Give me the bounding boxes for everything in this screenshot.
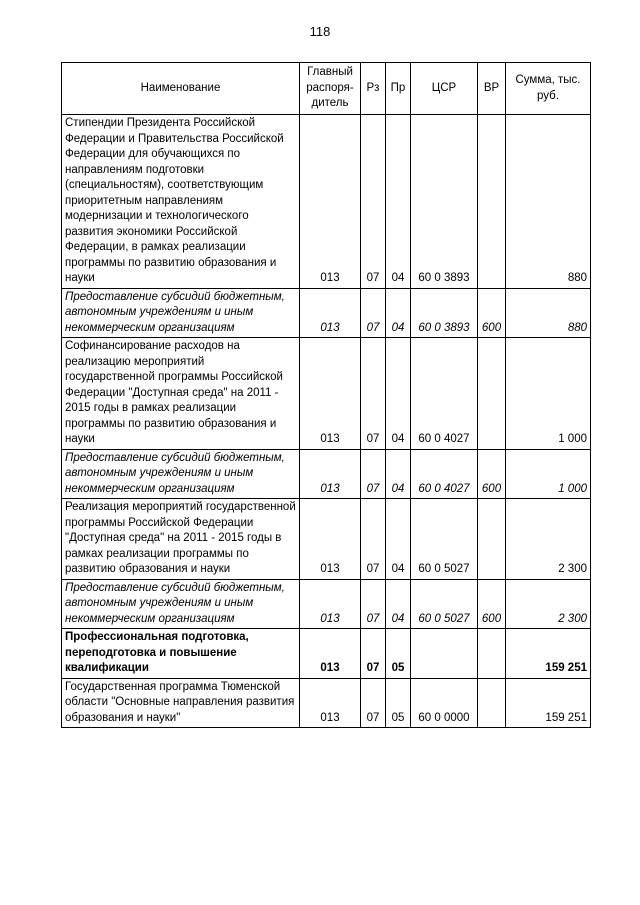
cell-csr: 60 0 0000 [411,678,478,728]
cell-name: Стипендии Президента Российской Федерации и Правительства Российской Федерации для обучающихся по направлениям подготовки (специальностям), соответствующим приоритетным направлениям модернизации и технологического развития экономики Российской Федерации, в рамках реализации программы по развитию образования и науки [62,115,300,289]
cell-csr: 60 0 5027 [411,499,478,580]
cell-glav: 013 [300,629,361,679]
table-row [62,579,591,629]
header-row [62,63,591,115]
header-sum: Сумма, тыс. руб. [506,63,591,115]
cell-pr: 04 [386,288,411,338]
table-row [62,288,591,338]
cell-csr: 60 0 3893 [411,115,478,289]
cell-sum: 2 300 [506,499,591,580]
header-name: Наименование [62,63,300,115]
table-row [62,449,591,499]
cell-rz: 07 [361,449,386,499]
cell-glav: 013 [300,338,361,450]
cell-name: Профессиональная подготовка, переподготовка и повышение квалификации [62,629,300,679]
page-number: 118 [309,24,331,39]
cell-glav: 013 [300,678,361,728]
cell-vr [478,629,506,679]
cell-sum: 880 [506,288,591,338]
cell-pr: 05 [386,678,411,728]
cell-glav: 013 [300,288,361,338]
cell-sum: 2 300 [506,579,591,629]
cell-vr [478,115,506,289]
cell-pr: 04 [386,115,411,289]
cell-rz: 07 [361,579,386,629]
cell-name: Предоставление субсидий бюджетным, автономным учреждениям и иным некоммерческим организациям [62,449,300,499]
cell-rz: 07 [361,678,386,728]
cell-vr: 600 [478,449,506,499]
cell-pr: 05 [386,629,411,679]
cell-csr: 60 0 3893 [411,288,478,338]
cell-vr [478,499,506,580]
cell-vr: 600 [478,288,506,338]
cell-sum: 1 000 [506,338,591,450]
cell-rz: 07 [361,288,386,338]
header-csr: ЦСР [411,63,478,115]
header-glav: Главный распоря-дитель [300,63,361,115]
table-row [62,115,591,289]
cell-glav: 013 [300,499,361,580]
cell-name: Предоставление субсидий бюджетным, автономным учреждениям и иным некоммерческим организациям [62,288,300,338]
table-row [62,338,591,450]
cell-vr [478,338,506,450]
cell-pr: 04 [386,499,411,580]
cell-name: Государственная программа Тюменской области "Основные направления развития образования и науки" [62,678,300,728]
cell-rz: 07 [361,115,386,289]
cell-csr: 60 0 4027 [411,449,478,499]
table-row [62,678,591,728]
cell-sum: 159 251 [506,678,591,728]
cell-sum: 880 [506,115,591,289]
cell-pr: 04 [386,338,411,450]
header-pr: Пр [386,63,411,115]
cell-name: Реализация мероприятий государственной программы Российской Федерации "Доступная среда" на 2011 - 2015 годы в рамках реализации программы по развитию образования и науки [62,499,300,580]
cell-name: Софинансирование расходов на реализацию мероприятий государственной программы Российской Федерации "Доступная среда" на 2011 - 2015 годы в рамках реализации программы по развитию образования и науки [62,338,300,450]
cell-csr: 60 0 4027 [411,338,478,450]
cell-pr: 04 [386,579,411,629]
cell-pr: 04 [386,449,411,499]
cell-vr [478,678,506,728]
cell-csr: 60 0 5027 [411,579,478,629]
cell-rz: 07 [361,499,386,580]
table-row [62,629,591,679]
cell-sum: 159 251 [506,629,591,679]
table-row [62,499,591,580]
cell-sum: 1 000 [506,449,591,499]
cell-csr [411,629,478,679]
cell-glav: 013 [300,579,361,629]
cell-name: Предоставление субсидий бюджетным, автономным учреждениям и иным некоммерческим организациям [62,579,300,629]
cell-glav: 013 [300,449,361,499]
cell-vr: 600 [478,579,506,629]
budget-table [61,62,591,728]
cell-glav: 013 [300,115,361,289]
header-vr: ВР [478,63,506,115]
header-rz: Рз [361,63,386,115]
cell-rz: 07 [361,629,386,679]
cell-rz: 07 [361,338,386,450]
